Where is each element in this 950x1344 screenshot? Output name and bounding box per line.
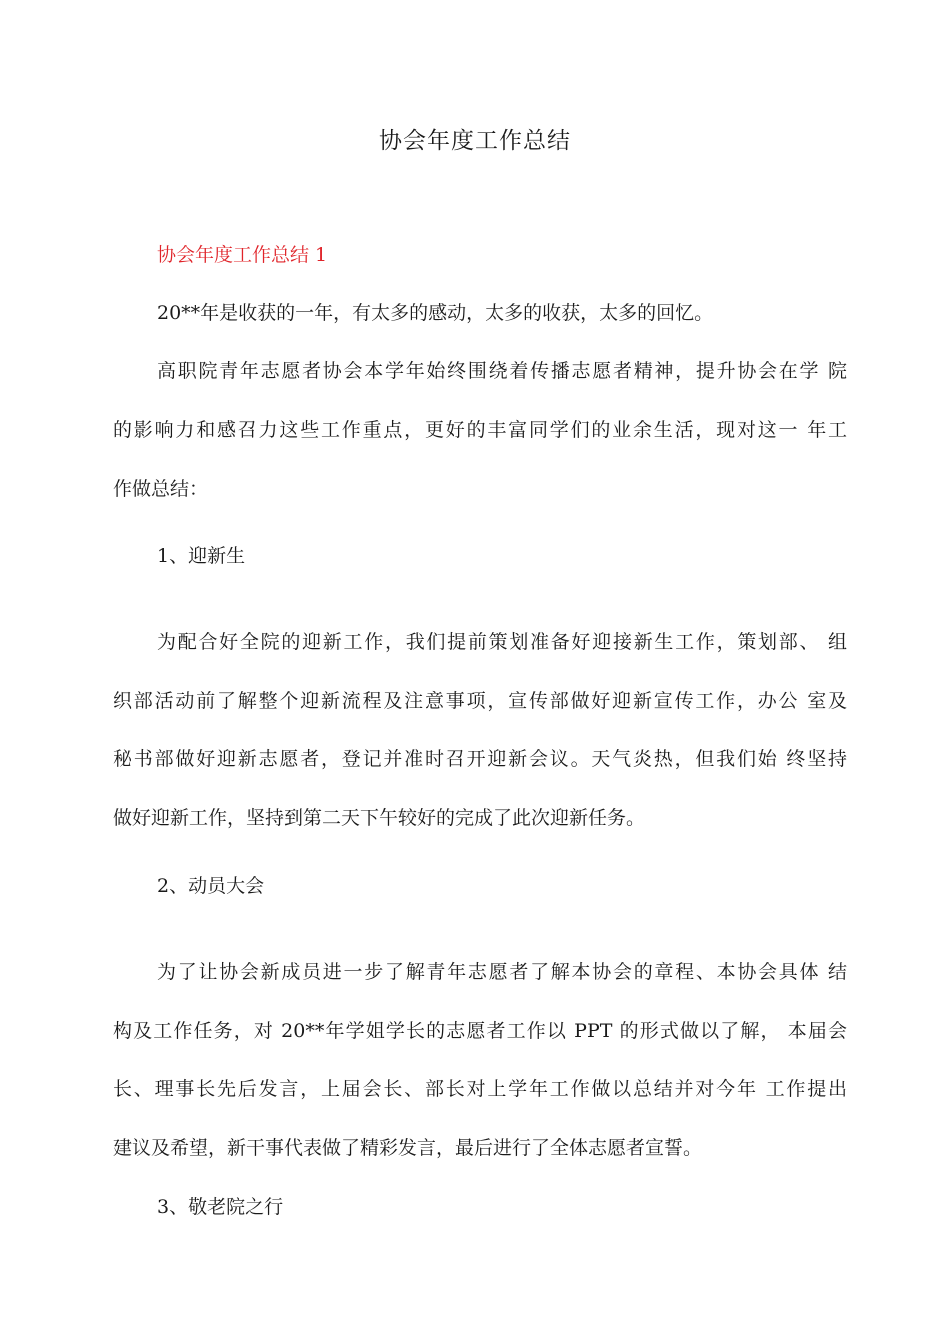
section-heading-nursing-home: 3、敬老院之行: [157, 1196, 284, 1218]
document-title: 协会年度工作总结: [379, 128, 571, 154]
paragraph-line: 为配合好全院的迎新工作，我们提前策划准备好迎接新生工作，策划部、 组: [157, 631, 847, 653]
paragraph-line: 作做总结：: [113, 478, 209, 500]
paragraph-line: 构及工作任务，对 20**年学姐学长的志愿者工作以 PPT 的形式做以了解， 本届会: [113, 1020, 847, 1042]
section-heading-mobilization: 2、动员大会: [157, 875, 265, 897]
paragraph-line: 为了让协会新成员进一步了解青年志愿者了解本协会的章程、本协会具体 结: [157, 961, 847, 983]
paragraph-line: 的影响力和感召力这些工作重点，更好的丰富同学们的业余生活，现对这一 年工: [113, 419, 847, 441]
section-heading-welcome: 1、迎新生: [157, 545, 246, 567]
paragraph-line: 织部活动前了解整个迎新流程及注意事项，宣传部做好迎新宣传工作，办公 室及: [113, 690, 847, 712]
paragraph-line: 高职院青年志愿者协会本学年始终围绕着传播志愿者精神，提升协会在学 院: [157, 360, 847, 382]
paragraph-line: 建议及希望，新干事代表做了精彩发言，最后进行了全体志愿者宣誓。: [113, 1137, 703, 1159]
paragraph-line: 长、理事长先后发言，上届会长、部长对上学年工作做以总结并对今年 工作提出: [113, 1078, 847, 1100]
paragraph-line: 做好迎新工作，坚持到第二天下午较好的完成了此次迎新任务。: [113, 807, 646, 829]
paragraph-line: 秘书部做好迎新志愿者，登记并准时召开迎新会议。天气炎热，但我们始 终坚持: [113, 748, 847, 770]
section-subtitle: 协会年度工作总结 1: [157, 244, 328, 266]
intro-paragraph: 20**年是收获的一年，有太多的感动，太多的收获，太多的回忆。: [157, 302, 714, 324]
